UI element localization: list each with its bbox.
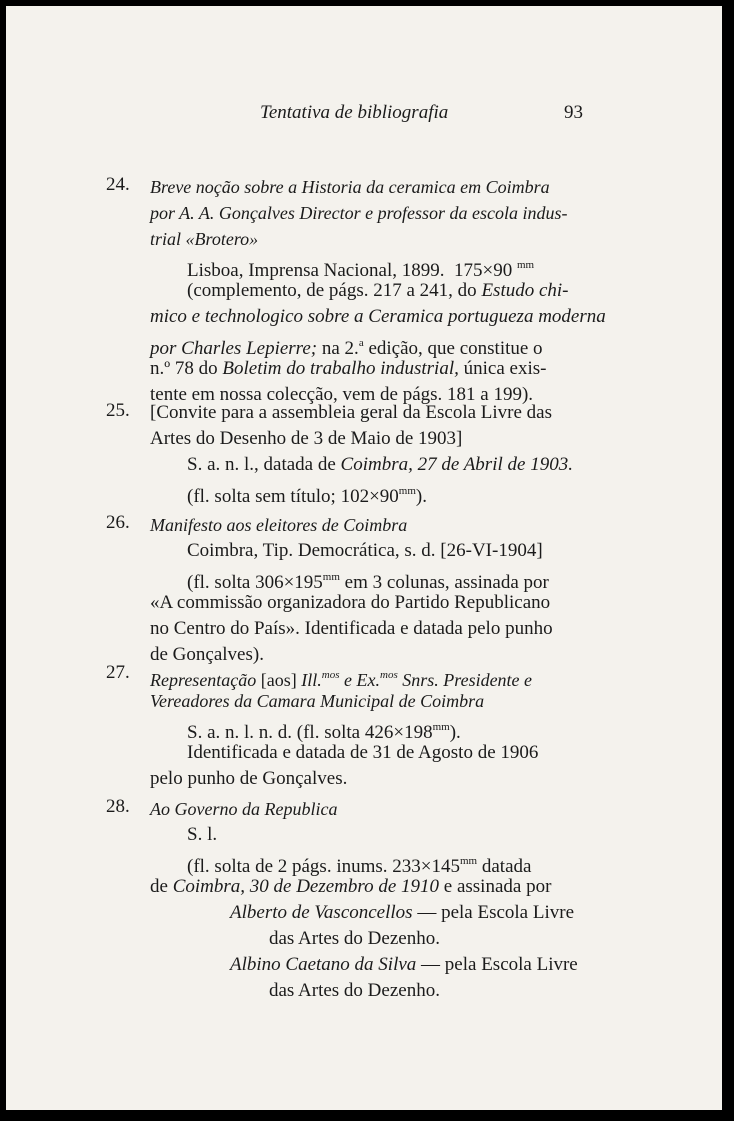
imprint: S. l.	[187, 824, 218, 845]
note-text: de	[150, 876, 168, 897]
imprint-line	[187, 452, 573, 478]
title-part: e	[344, 670, 353, 690]
signatory-role-cont: das Artes do Dezenho.	[269, 980, 440, 1001]
note-line: Identificada e datada de 31 de Agosto de 1906	[187, 742, 539, 763]
title-part: Representação	[150, 670, 257, 690]
note-line: de Gonçalves).	[150, 644, 264, 665]
dimensions: 426×198	[364, 722, 433, 743]
note-text: em 3 colunas, assinada por	[344, 572, 549, 593]
entry-title-line: Ao Governo da Republica	[150, 799, 338, 819]
entry-title-line: Breve noção sobre a Historia da ceramica em Coimbra	[150, 177, 550, 197]
note-text: na 2.	[321, 338, 359, 359]
signatory-name: Albino Caetano da Silva	[230, 954, 417, 975]
signatory-role: — pela Escola Livre	[421, 954, 578, 975]
entry-title-line: [Convite para a assembleia geral da Escola Livre das	[150, 402, 552, 423]
note-date: Coimbra, 30 de Dezembro de 1910	[172, 876, 440, 897]
entry-title-line: por A. A. Gonçalves Director e professor da escola indus-	[150, 203, 568, 223]
note-text: única exis-	[463, 358, 547, 379]
dimensions: 102×90	[340, 486, 399, 507]
page-number: 93	[564, 102, 583, 123]
signatory-role-cont: das Artes do Dezenho.	[269, 928, 440, 949]
book-page	[6, 6, 722, 1110]
title-part: Snrs. Presidente e	[402, 670, 533, 690]
imprint-date: Coimbra, 27 de Abril de 1903.	[340, 454, 573, 475]
title-sup: mos	[321, 669, 340, 681]
imprint: S. a. n. l., datada de	[187, 454, 336, 475]
note-text: e assinada por	[443, 876, 552, 897]
note-author: por Charles Lepierre;	[150, 338, 318, 359]
title-part: Ill.	[301, 670, 322, 690]
note-text: (fl. solta sem título;	[187, 486, 336, 507]
note-line: no Centro do País». Identificada e datada pelo punho	[150, 618, 553, 639]
dimensions: 175×90	[453, 260, 513, 281]
note-text: datada	[481, 856, 532, 877]
signatory-name: Alberto de Vasconcellos	[230, 902, 413, 923]
unit: mm	[460, 855, 478, 867]
entry-number: 24.	[106, 174, 130, 195]
dimensions: 233×145	[392, 856, 460, 877]
title-part: [aos]	[260, 670, 297, 690]
unit: mm	[398, 485, 416, 497]
note-line: tente em nossa colecção, vem de págs. 181 a 199).	[150, 384, 534, 405]
signatory-line	[230, 952, 578, 978]
note-sup: a	[358, 337, 364, 349]
entry-title-line: Manifesto aos eleitores de Coimbra	[150, 515, 408, 535]
signatory-line	[230, 900, 574, 926]
note-text: edição, que constitue o	[368, 338, 543, 359]
note-line	[187, 478, 427, 510]
imprint-text: ).	[449, 722, 461, 743]
note-line	[150, 356, 546, 382]
title-part: Ex.	[356, 670, 380, 690]
unit: mm	[516, 259, 535, 271]
unit: mm	[432, 721, 450, 733]
note-line: pelo punho de Gonçalves.	[150, 768, 348, 789]
note-text: (complemento, de págs. 217 a 241, do	[187, 280, 477, 301]
note-text: n.º 78 do	[150, 358, 218, 379]
entry-title-line: Vereadores da Camara Municipal de Coimbra	[150, 691, 485, 711]
note-work-title: Estudo chi-	[481, 280, 569, 301]
unit: mm	[322, 571, 340, 583]
imprint: S. a. n. l. n. d. (fl. solta	[187, 722, 361, 743]
signatory-role: — pela Escola Livre	[417, 902, 575, 923]
dimensions: 306×195	[255, 572, 323, 593]
entry-title-line: trial «Brotero»	[150, 229, 259, 249]
note-text: (fl. solta de 2 págs. inums.	[187, 856, 388, 877]
note-text: ).	[415, 486, 427, 507]
entry-number: 26.	[106, 512, 130, 533]
note-line	[150, 874, 551, 900]
note-line	[187, 278, 569, 304]
imprint: Lisboa, Imprensa Nacional, 1899.	[187, 260, 445, 281]
title-sup: mos	[380, 669, 398, 681]
entry-number: 25.	[106, 400, 130, 421]
note-work-title: Boletim do trabalho industrial,	[222, 358, 459, 379]
note-text: (fl. solta	[187, 572, 251, 593]
imprint: Coimbra, Tip. Democrática, s. d. [26-VI-1904]	[187, 540, 543, 561]
running-head-title: Tentativa de bibliografia	[260, 102, 449, 123]
entry-title-line: Artes do Desenho de 3 de Maio de 1903]	[150, 428, 463, 449]
entry-number: 28.	[106, 796, 130, 817]
note-work-title: mico e technologico sobre a Ceramica portugueza moderna	[150, 306, 606, 327]
note-line: «A commissão organizadora do Partido Republicano	[150, 592, 551, 613]
entry-number: 27.	[106, 662, 130, 683]
